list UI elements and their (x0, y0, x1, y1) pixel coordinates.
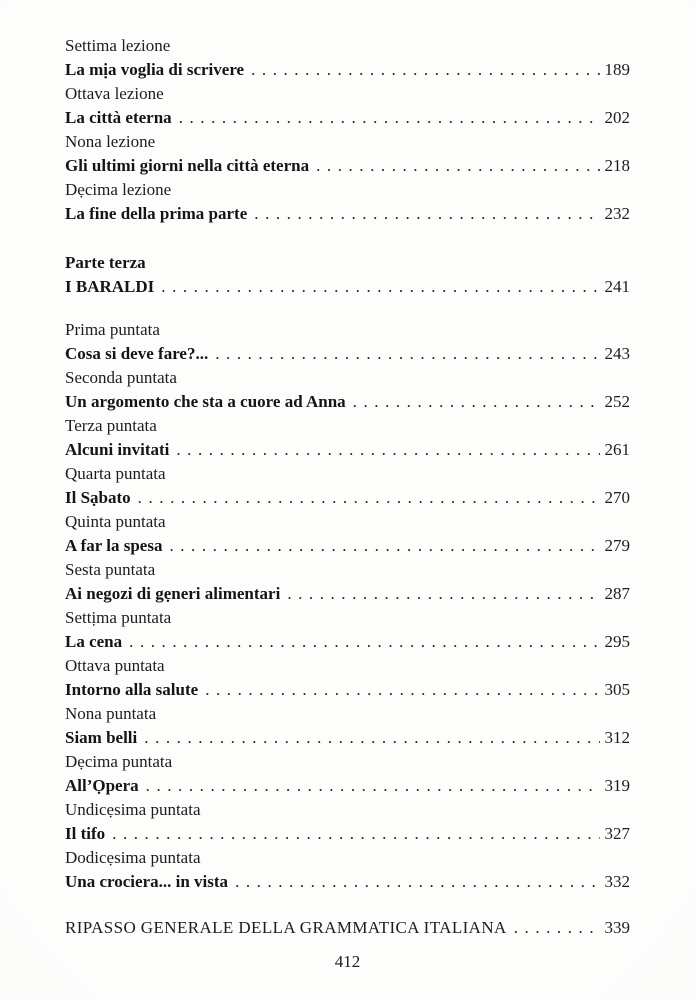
toc-entry (65, 606, 630, 654)
toc-entry (65, 846, 630, 894)
toc-entry (65, 82, 630, 130)
toc-entry-title: Siam belli (65, 728, 138, 747)
toc-entry-page: 252 (604, 392, 630, 411)
toc-entry-line (65, 630, 630, 654)
toc-entry-label: Seconda puntata (65, 368, 177, 387)
toc-entry-line (65, 202, 630, 226)
toc-entry-label: Quinta puntata (65, 512, 166, 531)
toc-entry-title: La fine della prima parte (65, 204, 248, 223)
toc-part-header (65, 251, 630, 299)
toc-entry-title: Il tifo (65, 824, 106, 843)
toc-entry-page: 295 (604, 632, 630, 651)
toc-entry-title: Intorno alla salute (65, 680, 199, 699)
dot-leader (228, 870, 599, 894)
dot-leader (198, 678, 599, 702)
dot-leader (346, 390, 600, 414)
toc-entry-label: Ottava puntata (65, 656, 165, 675)
toc-entry-page: 232 (604, 204, 630, 223)
toc-entry-line (65, 342, 630, 366)
toc-entry-title: La cena (65, 632, 123, 651)
toc-entry-line (65, 534, 630, 558)
toc-entry-page: 305 (604, 680, 630, 699)
dot-leader (208, 342, 599, 366)
toc-entry-title: Il Sạbato (65, 488, 131, 507)
toc-entry-page: 241 (604, 277, 630, 296)
dot-leader (244, 58, 599, 82)
toc-entry-page: 189 (604, 60, 630, 79)
dot-leader (309, 154, 599, 178)
toc-entry (65, 318, 630, 366)
toc-entry-title: All’Ọpera (65, 776, 139, 795)
toc-entry-page: 339 (604, 918, 630, 937)
toc-entry-label: Nona lezione (65, 132, 156, 151)
toc-grammar-review-entry (65, 916, 630, 940)
toc-entry-label: Undicẹsima puntata (65, 800, 201, 819)
toc-entry-line (65, 822, 630, 846)
toc-entry-line (65, 774, 630, 798)
toc-entry-line (65, 438, 630, 462)
dot-leader (172, 106, 600, 130)
toc-entry (65, 510, 630, 558)
toc-entry-title: RIPASSO GENERALE DELLA GRAMMATICA ITALIANA (65, 918, 507, 937)
toc-entry-line (65, 275, 630, 299)
toc-entry-line (65, 582, 630, 606)
toc-entry (65, 366, 630, 414)
toc-entry-label: Sesta puntata (65, 560, 156, 579)
toc-entry-line (65, 678, 630, 702)
toc-entry-label: Settịma puntata (65, 608, 172, 627)
toc-entry (65, 462, 630, 510)
toc-entry-page: 218 (604, 156, 630, 175)
dot-leader (139, 774, 600, 798)
dot-leader (154, 275, 599, 299)
toc-part-label: Parte terza (65, 253, 146, 272)
toc-entry-line (65, 726, 630, 750)
toc-entry-label: Dẹcima puntata (65, 752, 173, 771)
toc-entry-line (65, 486, 630, 510)
toc-entry-label: Dẹcima lezione (65, 180, 172, 199)
toc-entry-line (65, 916, 630, 940)
toc-entry (65, 178, 630, 226)
toc-entry-page: 202 (604, 108, 630, 127)
toc-entry-page: 312 (604, 728, 630, 747)
toc-entry-page: 270 (604, 488, 630, 507)
page-number-footer: 412 (334, 952, 361, 971)
toc-entry (65, 34, 630, 82)
dot-leader (137, 726, 599, 750)
toc-entry-label: Quarta puntata (65, 464, 166, 483)
dot-leader (247, 202, 599, 226)
toc-entry-title: Ai negozi di gẹneri alimentari (65, 584, 281, 603)
toc-entry-title: La mịa voglia di scrivere (65, 60, 245, 79)
toc-entry (65, 654, 630, 702)
toc-entry-line (65, 106, 630, 130)
toc-entry-label: Ottava lezione (65, 84, 164, 103)
toc-entry-title: La città eterna (65, 108, 172, 127)
toc-entry (65, 558, 630, 606)
toc-entry-label: Prima puntata (65, 320, 160, 339)
toc-entry-page: 261 (604, 440, 630, 459)
toc-entry-line (65, 58, 630, 82)
toc-entry-title: A far la spesa (65, 536, 163, 555)
toc-entry-page: 287 (604, 584, 630, 603)
toc-entry-title: Un argomento che sta a cuore ad Anna (65, 392, 346, 411)
toc-entry-label: Dodicẹsima puntata (65, 848, 201, 867)
dot-leader (105, 822, 599, 846)
toc-entry-title: Una crociera... in vista (65, 872, 229, 891)
dot-leader (122, 630, 599, 654)
toc-entry-line (65, 154, 630, 178)
toc-entry (65, 798, 630, 846)
toc-entry (65, 414, 630, 462)
toc-entry-page: 332 (604, 872, 630, 891)
toc-entry-label: Nona puntata (65, 704, 157, 723)
toc-entry-page: 279 (604, 536, 630, 555)
toc-entry-line (65, 390, 630, 414)
dot-leader (131, 486, 600, 510)
toc-entry-title: Cosa si deve fare?... (65, 344, 209, 363)
toc-entry-page: 243 (604, 344, 630, 363)
toc-entry-title: Gli ultimi giorni nella città eterna (65, 156, 310, 175)
dot-leader (507, 916, 600, 940)
dot-leader (162, 534, 599, 558)
toc-entry (65, 702, 630, 750)
toc-entry (65, 130, 630, 178)
toc-entry-label: Settima lezione (65, 36, 171, 55)
toc-entry-page: 319 (604, 776, 630, 795)
toc-entry (65, 750, 630, 798)
toc-entry-line (65, 870, 630, 894)
dot-leader (280, 582, 599, 606)
toc-entry-title: Alcuni invitati (65, 440, 170, 459)
toc-part-title: I BARALDI (65, 277, 155, 296)
toc-entry-label: Terza puntata (65, 416, 157, 435)
toc-entry-page: 327 (604, 824, 630, 843)
dot-leader (169, 438, 599, 462)
